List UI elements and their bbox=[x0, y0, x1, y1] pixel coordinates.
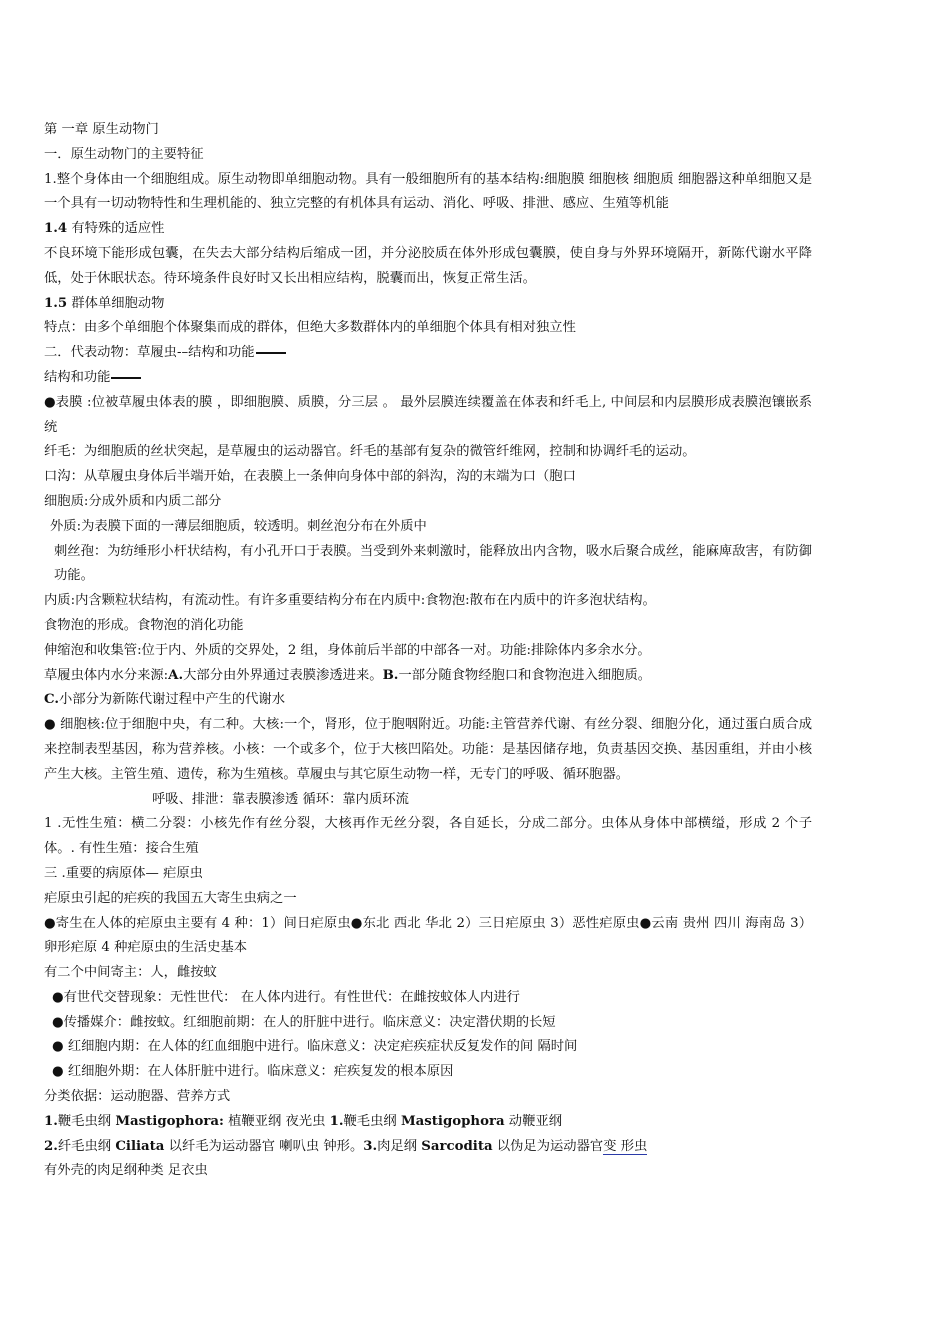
text: 一部分随食物经胞口和食物泡进入细胞质。 bbox=[398, 667, 652, 683]
number: 2. bbox=[44, 1138, 58, 1154]
number: 1. bbox=[329, 1113, 344, 1129]
bullet-item: ● 红细胞外期：在人体肝脏中进行。临床意义：疟疾复发的根本原因 bbox=[52, 1064, 454, 1080]
text: 以伪足为运动器官 bbox=[492, 1138, 604, 1154]
text: 鞭毛虫纲 bbox=[57, 1113, 116, 1129]
text: 群体单细胞动物 bbox=[67, 295, 165, 311]
paragraph: 1 .无性生殖：横二分裂：小核先作有丝分裂，大核再作无丝分裂，各自延长，分成二部分。虫体从身体中部横缢，形成 2 个子体。. 有性生殖：接合生殖 bbox=[44, 816, 812, 857]
paragraph: ● 细胞核:位于细胞中央，有二种。大核:一个，肾形，位于胞咽附近。功能:主管营养代谢、有丝分裂、细胞分化，通过蛋白质合成来控制表型基因，称为营养核。小核：一个或多个，位于大核凹陷处。功能：是基因储存地，负责基因交换、基因重组，并由小核产生大核。主管生殖、遗传，称为生殖核。草履虫与其它原生动物一样，无专门的呼吸、循环胞器。 bbox=[44, 717, 812, 782]
paragraph: 口沟：从草履虫身体后半端开始，在表膜上一条伸向身体中部的斜沟，沟的末端为口（胞口 bbox=[44, 469, 576, 485]
bullet-item: ●传播媒介：雌按蚊。红细胞前期：在人的肝脏中进行。临床意义：决定潜伏期的长短 bbox=[52, 1014, 556, 1030]
bullet-item: ●有世代交替现象：无性世代： 在人体内进行。有性世代：在雌按蚊体人内进行 bbox=[52, 989, 520, 1005]
section-heading bbox=[44, 341, 812, 366]
text: 鞭毛虫纲 bbox=[343, 1113, 401, 1129]
paragraph: 特点：由多个单细胞个体聚集而成的群体，但绝大多数群体内的单细胞个体具有相对独立性 bbox=[44, 320, 576, 336]
paragraph: 呼吸、排泄：靠表膜渗透 循环：靠内质环流 bbox=[152, 791, 409, 807]
text: 动鞭亚纲 bbox=[504, 1113, 562, 1129]
latin-name: Sarcodita bbox=[421, 1138, 493, 1154]
label: C. bbox=[44, 692, 59, 708]
latin-name: Ciliata bbox=[115, 1138, 165, 1154]
paragraph bbox=[44, 664, 812, 689]
text: 肉足纲 bbox=[377, 1138, 422, 1154]
number: 1. bbox=[44, 1113, 58, 1129]
subheading bbox=[44, 366, 812, 391]
subheading bbox=[44, 217, 812, 242]
paragraph: 伸缩泡和收集管:位于内、外质的交界处，2 组，身体前后半部的中部各一对。功能:排除体内多余水分。 bbox=[44, 642, 651, 658]
number: 1.5 bbox=[44, 295, 68, 311]
section-heading: 一．原生动物门的主要特征 bbox=[44, 146, 204, 162]
label: A. bbox=[168, 667, 184, 683]
section-heading: 三 .重要的病原体— 疟原虫 bbox=[44, 865, 203, 881]
paragraph: 不良环境下能形成包囊，在失去大部分结构后缩成一团，并分泌胶质在体外形成包囊膜，使自身与外界环境隔开，新陈代谢水平降低，处于休眠状态。待环境条件良好时又长出相应结构，脱囊而出，恢复正常生活。 bbox=[44, 245, 812, 286]
paragraph: 分类依据：运动胞器、营养方式 bbox=[44, 1089, 231, 1105]
paragraph: ●寄生在人体的疟原虫主要有 4 种：1）间日疟原虫●东北 西北 华北 2）三日疟原虫 3）恶性疟原虫●云南 贵州 四川 海南岛 3）卵形疟原 4 种疟原虫的生活史基本 bbox=[44, 915, 812, 956]
blank-underline bbox=[256, 341, 286, 354]
paragraph: 1.整个身体由一个细胞组成。原生动物即单细胞动物。具有一般细胞所有的基本结构:细胞膜 细胞核 细胞质 细胞器这种单细胞又是一个具有一切动物特性和生理机能的、独立完整的有机体具有运动、消化、呼吸、排泄、感应、生殖等机能 bbox=[44, 171, 812, 212]
paragraph: 纤毛：为细胞质的丝状突起，是草履虫的运动器官。纤毛的基部有复杂的微管纤维网，控制和协调纤毛的运动。 bbox=[44, 444, 696, 460]
text: 纤毛虫纲 bbox=[57, 1138, 116, 1154]
paragraph: 疟原虫引起的疟疾的我国五大寄生虫病之一 bbox=[44, 890, 297, 906]
text: 植鞭亚纲 夜光虫 bbox=[223, 1113, 330, 1129]
text: 二．代表动物：草履虫-–结构和功能 bbox=[44, 345, 255, 361]
text: 结构和功能 bbox=[44, 369, 111, 385]
text: 大部分由外界通过表膜渗透进来。 bbox=[183, 667, 383, 683]
bullet-item: ● 红细胞内期：在人体的红血细胞中进行。临床意义：决定疟疾症状反复发作的间 隔时间 bbox=[52, 1039, 578, 1055]
paragraph: 刺丝孢：为纺缍形小杆状结构，有小孔开口于表膜。当受到外来刺激时，能释放出内含物，吸水后聚合成丝，能麻庳敌害，有防御功能。 bbox=[54, 543, 812, 584]
number: 1.4 bbox=[44, 221, 68, 237]
paragraph: ●表膜 :位被草履虫体表的膜 ，即细胞膜、质膜，分三层 。 最外层膜连续覆盖在体表和纤毛上, 中间层和内层膜形成表膜泡镶嵌系统 bbox=[44, 394, 812, 435]
number: 3. bbox=[363, 1138, 378, 1154]
text: 小部分为新陈代谢过程中产生的代谢水 bbox=[58, 692, 286, 708]
latin-name: Mastigophora bbox=[400, 1113, 505, 1129]
underlined-text: 变 形虫 bbox=[603, 1138, 648, 1154]
paragraph: 细胞质:分成外质和内质二部分 bbox=[44, 493, 222, 509]
subheading bbox=[44, 292, 812, 317]
paragraph: 内质:内含颗粒状结构，有流动性。有许多重要结构分布在内质中:食物泡:散布在内质中的许多泡状结构。 bbox=[44, 593, 656, 609]
text: 以纤毛为运动器官 喇叭虫 钟形。 bbox=[164, 1138, 364, 1154]
blank-underline bbox=[111, 366, 141, 379]
classification-line bbox=[44, 1135, 812, 1160]
text: 有特殊的适应性 bbox=[67, 221, 165, 237]
classification-line bbox=[44, 1110, 812, 1135]
paragraph: 有外壳的肉足纲种类 足衣虫 bbox=[44, 1163, 208, 1179]
paragraph bbox=[44, 688, 812, 713]
paragraph: 外质:为表膜下面的一薄层细胞质，较透明。刺丝泡分布在外质中 bbox=[50, 518, 427, 534]
label: B. bbox=[382, 667, 399, 683]
chapter-title: 第 一章 原生动物门 bbox=[44, 122, 159, 137]
text: 草履虫体内水分来源: bbox=[44, 667, 169, 683]
paragraph: 食物泡的形成。食物泡的消化功能 bbox=[44, 617, 244, 633]
document-page bbox=[44, 118, 812, 1184]
paragraph: 有二个中间寄主：人，雌按蚊 bbox=[44, 965, 217, 981]
latin-name: Mastigophora: bbox=[115, 1113, 224, 1129]
